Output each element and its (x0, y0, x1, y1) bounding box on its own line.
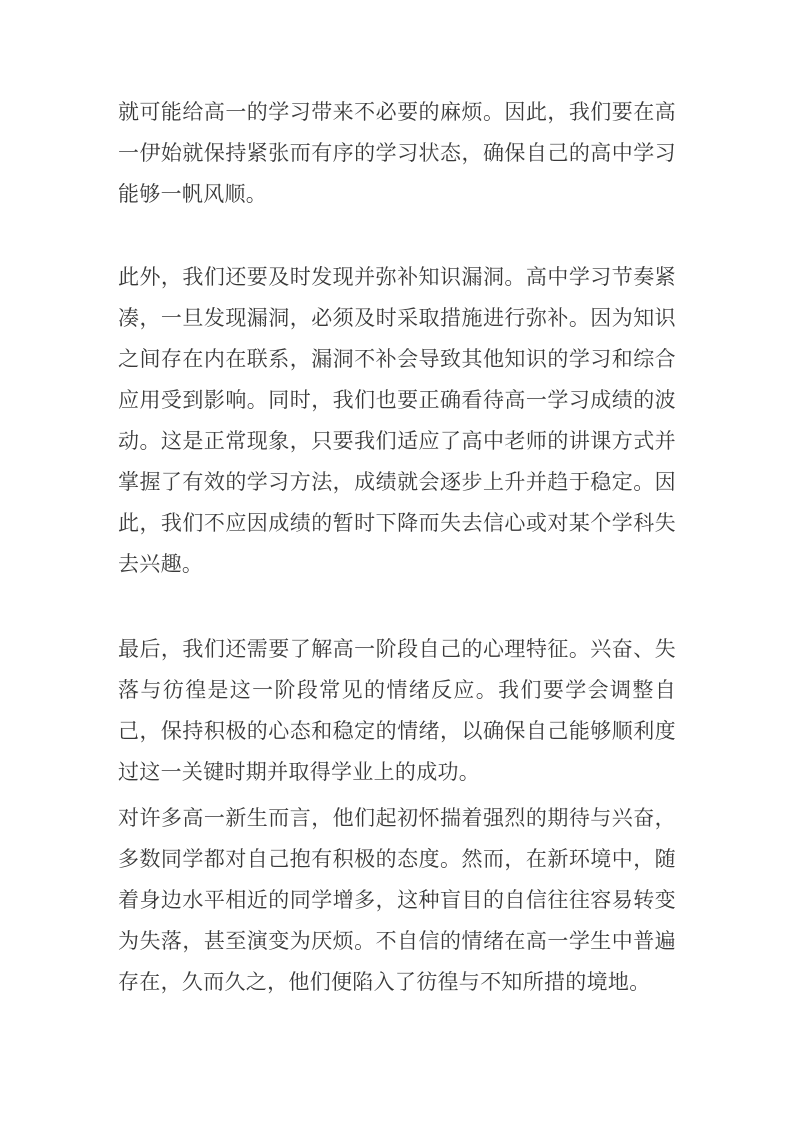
paragraph-1: 就可能给高一的学习带来不必要的麻烦。因此，我们要在高一伊始就保持紧张而有序的学习状态，确保自己的高中学习能够一帆风顺。 (118, 100, 676, 206)
paragraph-4: 对许多高一新生而言，他们起初怀揣着强烈的期待与兴奋，多数同学都对自己抱有积极的态度。然而，在新环境中，随着身边水平相近的同学增多，这种盲目的自信往往容易转变为失落，甚至演变为厌烦。不自信的情绪在高一学生中普遍存在，久而久之，他们便陷入了彷徨与不知所措的境地。 (118, 806, 676, 994)
paragraph-3: 最后，我们还需要了解高一阶段自己的心理特征。兴奋、失落与彷徨是这一阶段常见的情绪反应。我们要学会调整自己，保持积极的心态和稳定的情绪，以确保自己能够顺利度过这一关键时期并取得学业上的成功。 (118, 637, 676, 784)
paragraph-2: 此外，我们还要及时发现并弥补知识漏洞。高中学习节奏紧凑，一旦发现漏洞，必须及时采取措施进行弥补。因为知识之间存在内在联系，漏洞不补会导致其他知识的学习和综合应用受到影响。同时，我们也要正确看待高一学习成绩的波动。这是正常现象，只要我们适应了高中老师的讲课方式并掌握了有效的学习方法，成绩就会逐步上升并趋于稳定。因此，我们不应因成绩的暂时下降而失去信心或对某个学科失去兴趣。 (118, 265, 676, 576)
